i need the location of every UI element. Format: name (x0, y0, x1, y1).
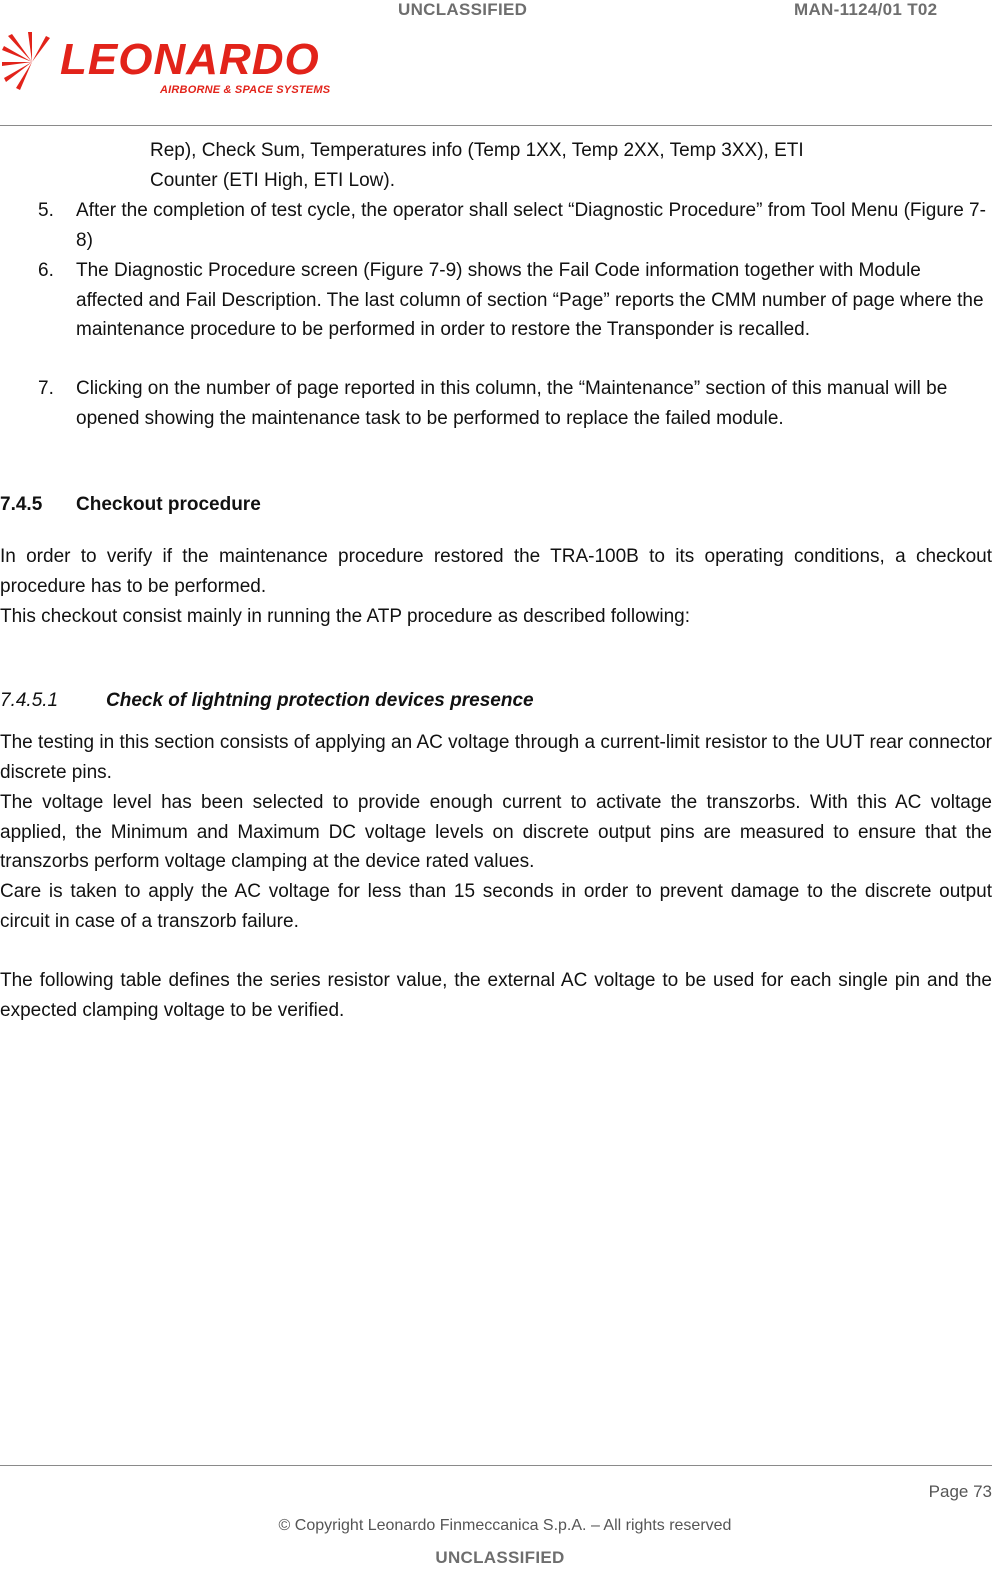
subsection-title: Check of lightning protection devices presence (106, 690, 534, 711)
subsection-number: 7.4.5.1 (0, 690, 59, 711)
subsection-paragraph: The testing in this section consists of applying an AC voltage through a current-limit resistor to the UUT rear connector discrete pins. (0, 732, 992, 783)
list-number: 5. (38, 200, 54, 221)
subsection-paragraph: The following table defines the series resistor value, the external AC voltage to be used for each single pin and the expected clamping voltage to be verified. (0, 970, 992, 1021)
logo-subtitle: AIRBORNE & SPACE SYSTEMS (160, 84, 331, 96)
copyright: © Copyright Leonardo Finmeccanica S.p.A. – All rights reserved (278, 1517, 732, 1534)
leonardo-star-icon (2, 32, 62, 92)
section-title: Checkout procedure (76, 494, 261, 515)
list-number: 6. (38, 260, 54, 281)
leonardo-logo (2, 30, 332, 102)
logo-wordmark: LEONARDO (60, 35, 320, 84)
section-paragraph: This checkout consist mainly in running the ATP procedure as described following: (0, 606, 690, 627)
page-number: Page 73 (928, 1482, 992, 1501)
section-number: 7.4.5 (0, 494, 43, 515)
section-paragraph: In order to verify if the maintenance procedure restored the TRA-100B to its operating conditions, a checkout procedure has to be performed. (0, 546, 992, 597)
subsection-paragraph: Care is taken to apply the AC voltage for less than 15 seconds in order to prevent damage to the discrete output circuit in case of a transzorb failure. (0, 881, 992, 932)
header-classification: UNCLASSIFIED (398, 0, 528, 19)
document-number: MAN-1124/01 T02 (794, 0, 938, 19)
footer-rule (0, 1465, 992, 1466)
header-rule (0, 125, 992, 126)
continuation-line-2: Counter (ETI High, ETI Low). (150, 170, 395, 191)
list-item: After the completion of test cycle, the operator shall select “Diagnostic Procedure” from Tool Menu (Figure 7-8) (76, 200, 986, 251)
continuation-line-1: Rep), Check Sum, Temperatures info (Temp 1XX, Temp 2XX, Temp 3XX), ETI (150, 140, 804, 161)
subsection-paragraph: The voltage level has been selected to provide enough current to activate the transzorbs. With this AC voltage applied, the Minimum and Maximum DC voltage levels on discrete output pins are measured to ensure that the transzorbs perform voltage clamping at the device rated values. (0, 792, 992, 872)
list-number: 7. (38, 378, 54, 399)
list-item: The Diagnostic Procedure screen (Figure 7-9) shows the Fail Code information together with Module affected and Fail Description. The last column of section “Page” reports the CMM number of page where the maintenance procedure to be performed in order to restore the Transponder is recalled. (76, 260, 984, 340)
footer-classification: UNCLASSIFIED (435, 1548, 565, 1567)
list-item: Clicking on the number of page reported in this column, the “Maintenance” section of this manual will be opened showing the maintenance task to be performed to replace the failed module. (76, 378, 948, 429)
